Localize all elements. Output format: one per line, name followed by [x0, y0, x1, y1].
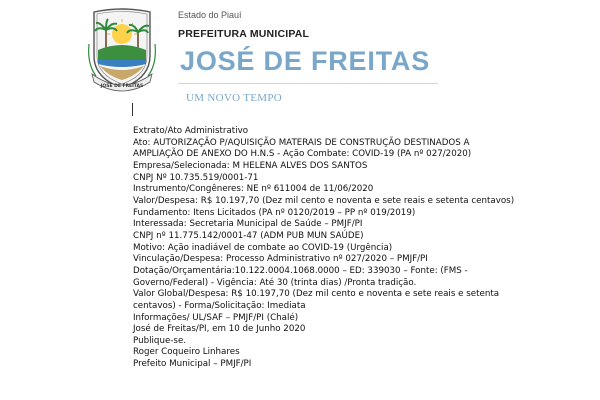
doc-line: Publique-se. [133, 335, 187, 346]
doc-line: José de Freitas/PI, em 10 de Junho 2020 [133, 324, 306, 335]
text-cursor [132, 103, 133, 116]
prefeitura-label: PREFEITURA MUNICIPAL [178, 28, 310, 40]
header-divider [178, 83, 438, 84]
doc-line: Ato: AUTORIZAÇÃO P/AQUISIÇÃO MATERAIS DE CONSTRUÇÃO DESTINADOS A [133, 137, 470, 148]
doc-line: Empresa/Selecionada: M HELENA ALVES DOS SANTOS [133, 160, 368, 171]
doc-line: Instrumento/Congêneres: NE nº 611004 de 11/06/2020 [133, 184, 374, 195]
doc-line: Interessada: Secretaria Municipal de Saúde – PMJF/PI [133, 219, 363, 230]
doc-line: Informações/ UL/SAF – PMJF/PI (Chalé) [133, 312, 299, 323]
doc-line: Vinculação/Despesa: Processo Administrativo nº 027/2020 – PMJF/PI [133, 254, 428, 265]
doc-line: Fundamento: Itens Licitados (PA nº 0120/2019 – PP nº 019/2019) [133, 207, 416, 218]
crest-ribbon-text: JOSÉ DE FREITAS [100, 84, 144, 89]
city-title: JOSÉ DE FREITAS [180, 46, 431, 76]
doc-line: Roger Coqueiro Linhares [133, 347, 240, 358]
doc-line: Valor Global/Despesa: R$ 10.197,70 (Dez mil cento e noventa e sete reais e setenta [133, 289, 500, 300]
doc-line: CNPJ Nº 10.735.519/0001-71 [133, 172, 259, 183]
doc-line: CNPJ nº 11.775.142/0001-47 (ADM PUB MUN SAÚDE) [133, 230, 364, 241]
doc-line: AMPLIAÇÃO DE ANEXO DO H.N.S - Ação Combate: COVID-19 (PA nº 027/2020) [133, 149, 472, 160]
municipal-crest-icon [86, 4, 158, 92]
state-label: Estado do Piauí [178, 10, 242, 20]
doc-line: Dotação/Orçamentária:10.122.0004.1068.0000 – ED: 339030 – Fonte: (FMS - [133, 265, 468, 276]
doc-line: Motivo: Ação inadiável de combate ao COVID-19 (Urgência) [133, 242, 393, 253]
slogan: UM NOVO TEMPO [186, 92, 282, 104]
document-body [133, 126, 583, 371]
doc-line: Extrato/Ato Administrativo [133, 126, 249, 136]
doc-line: Prefeito Municipal – PMJF/PI [133, 359, 252, 370]
doc-line: centavos) - Forma/Solicitação: Imediata [133, 300, 306, 311]
doc-line: Valor/Despesa: R$ 10.197,70 (Dez mil cento e noventa e sete reais e setenta centavos) [133, 195, 515, 206]
doc-line: Governo/Federal) - Vigência: Até 30 (trinta dias) /Pronta tradição. [133, 277, 417, 288]
